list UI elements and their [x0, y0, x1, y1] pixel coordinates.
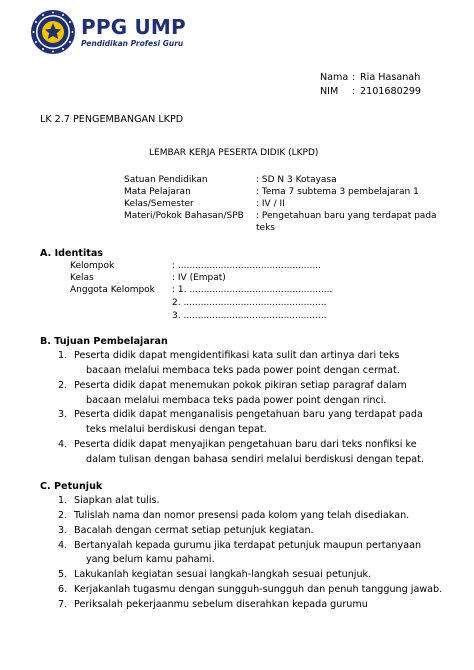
list-item-continued: teks melalui berdiskusi dengan tepat. — [86, 424, 267, 435]
info-label: Kelas/Semester — [124, 199, 194, 209]
list-item: 6. Kerjakanlah tugasmu dengan sungguh-sungguh dan penuh tanggung jawab. — [58, 584, 443, 595]
list-item: 3. Bacalah dengan cermat setiap petunjuk kegiatan. — [58, 525, 314, 536]
header — [30, 8, 186, 56]
list-item: 5. Lakukanlah kegiatan sesuai langkah-langkah sesuai petunjuk. — [58, 569, 372, 580]
section-c-heading: C. Petunjuk — [40, 481, 103, 492]
name-label: Nama — [320, 72, 349, 83]
info-label: Materi/Pokok Bahasan/SPB — [124, 211, 244, 221]
anggota-line: : 1. .................................................. — [172, 285, 333, 295]
list-item-continued: dalam tulisan dengan bahasa sendiri melalui berdiskusi dengan tepat. — [86, 454, 424, 465]
list-item-continued: bacaan melalui membaca teks pada power point dengan cermat. — [86, 365, 400, 376]
kelompok-value: : .................................................. — [172, 261, 321, 271]
list-item: 2. Tulislah nama dan nomor presensi pada kolom yang telah disediakan. — [58, 510, 410, 521]
ump-seal-logo — [30, 9, 76, 55]
brand-title: PPG UMP — [81, 14, 186, 39]
list-item: 3. Peserta didik dapat menganalisis pengetahuan baru yang terdapat pada — [58, 409, 423, 420]
name-value: Ria Hasanah — [360, 72, 421, 83]
kelas-value: : IV (Empat) — [172, 273, 226, 283]
list-item: 1. Peserta didik dapat mengidentifikasi kata sulit dan artinya dari teks — [58, 350, 400, 361]
info-label: Mata Pelajaran — [124, 187, 191, 197]
list-item: 2. Peserta didik dapat menemukan pokok pikiran setiap paragraf dalam — [58, 380, 407, 391]
info-value: : Tema 7 subtema 3 pembelajaran 1 — [256, 187, 419, 197]
info-value-continued: teks — [256, 223, 275, 233]
section-b-heading: B. Tujuan Pembelajaran — [40, 336, 168, 347]
kelompok-label: Kelompok — [70, 261, 115, 271]
brand-subtitle: Pendidikan Profesi Guru — [81, 38, 184, 48]
info-value: : IV / II — [256, 199, 285, 209]
list-item: 1. Siapkan alat tulis. — [58, 495, 160, 506]
info-label: Satuan Pendidikan — [124, 175, 208, 185]
list-item-continued: yang belum kamu pahami. — [86, 554, 215, 565]
lkpd-title: LEMBAR KERJA PESERTA DIDIK (LKPD) — [149, 148, 319, 158]
list-item-continued: bacaan melalui membaca teks pada power point dengan rinci. — [86, 395, 387, 406]
document-page: PPG UMP Pendidikan Profesi Guru Nama : Ria Hasanah NIM : 2101680299 LK 2.7 PENGEMBANGAN LKPD LEMBAR KERJA PESERTA DIDIK (LKPD) Satuan Pendidikan : SD N 3 Kotayasa Mata Pelajaran : Tema 7 subtema 3 pembelajaran 1 Kelas/Semester : IV / II Materi/Pokok Bahasan/SPB : Pengetahuan baru yang terdapat pada teks A. Identitas Kelompok : .................................................. Kelas : IV (Empat) Anggota Kelompok : 1. .................................................. 2. .................................................. 3. .................................................. B. Tujuan Pembelajaran 1. Peserta didik dapat mengidentifikasi kata sulit dan artinya dari teks bacaan melalui membaca teks pada power point dengan cermat. 2. Peserta didik dapat menemukan pokok pikiran setiap paragraf dalam bacaan melalui membaca teks pada power point dengan rinci. 3. Peserta didik dapat menganalisis pengetahuan baru yang terdapat pada teks melalui berdiskusi dengan tepat. 4. Peserta didik dapat menyajikan pengetahuan baru dari teks nonfiksi ke dalam tulisan dengan bahasa sendiri melalui berdiskusi dengan tepat. C. Petunjuk 1. Siapkan alat tulis. 2. Tulislah nama dan nomor presensi pada kolom yang telah disediakan. 3. Bacalah dengan cermat setiap petunjuk kegiatan. 4. Bertanyalah kepada gurumu jika terdapat petunjuk maupun pertanyaan yang belum kamu pahami. 5. Lakukanlah kegiatan sesuai langkah-langkah sesuai petunjuk. 6. Kerjakanlah tugasmu dengan sungguh-sungguh dan penuh tanggung jawab. 7. Periksalah pekerjaanmu sebelum diserahkan kepada gurumu — [0, 0, 474, 670]
nim-value: 2101680299 — [360, 86, 422, 97]
anggota-label: Anggota Kelompok — [70, 285, 155, 295]
nim-label: NIM — [320, 86, 339, 97]
document-title: LK 2.7 PENGEMBANGAN LKPD — [40, 114, 184, 125]
list-item: 4. Bertanyalah kepada gurumu jika terdapat petunjuk maupun pertanyaan — [58, 540, 422, 551]
info-value: : SD N 3 Kotayasa — [256, 175, 337, 185]
list-item: 4. Peserta didik dapat menyajikan pengetahuan baru dari teks nonfiksi ke — [58, 439, 417, 450]
anggota-line: 3. .................................................. — [172, 311, 327, 321]
section-a-heading: A. Identitas — [40, 248, 104, 259]
info-value: : Pengetahuan baru yang terdapat pada — [256, 211, 437, 221]
list-item: 7. Periksalah pekerjaanmu sebelum diserahkan kepada gurumu — [58, 599, 368, 610]
kelas-label: Kelas — [70, 273, 94, 283]
anggota-line: 2. .................................................. — [172, 298, 327, 308]
